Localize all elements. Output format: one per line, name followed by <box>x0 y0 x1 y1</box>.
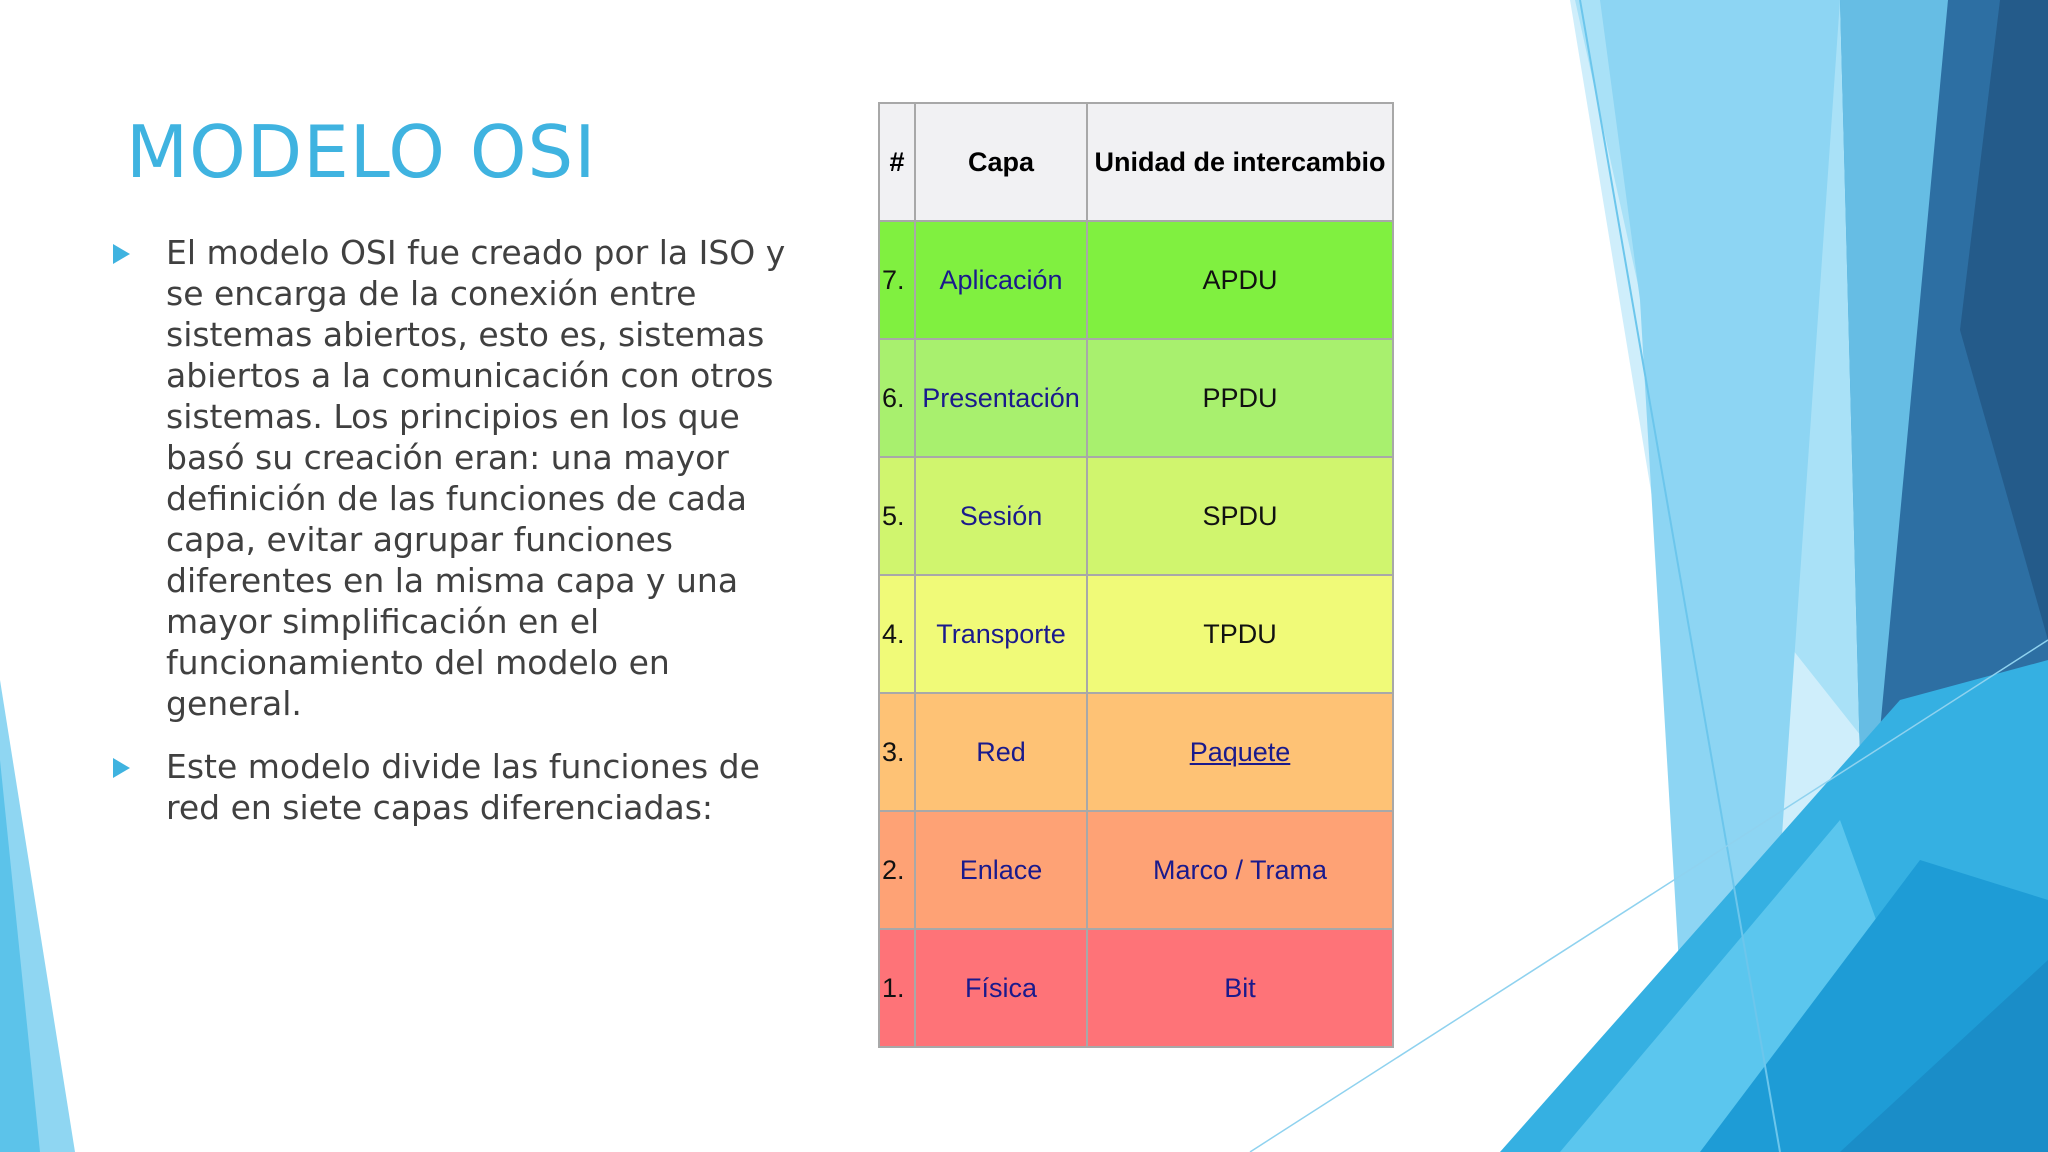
bullet-list <box>110 232 800 850</box>
layer-number: 5. <box>879 457 915 575</box>
table-row <box>879 457 1393 575</box>
layer-name[interactable]: Transporte <box>915 575 1087 693</box>
layer-unit[interactable]: Bit <box>1087 929 1393 1047</box>
header-num: # <box>879 103 915 221</box>
layer-number: 4. <box>879 575 915 693</box>
layer-unit: APDU <box>1087 221 1393 339</box>
layer-name[interactable]: Presentación <box>915 339 1087 457</box>
osi-layers-table <box>878 102 1394 1048</box>
bullet-item <box>110 746 800 828</box>
table-row <box>879 811 1393 929</box>
layer-number: 7. <box>879 221 915 339</box>
table-row <box>879 339 1393 457</box>
layer-number: 6. <box>879 339 915 457</box>
table-row <box>879 575 1393 693</box>
layer-number: 3. <box>879 693 915 811</box>
layer-unit-cell <box>1087 693 1393 811</box>
layer-name[interactable]: Sesión <box>915 457 1087 575</box>
layer-unit: PPDU <box>1087 339 1393 457</box>
layer-name[interactable]: Aplicación <box>915 221 1087 339</box>
layer-unit: SPDU <box>1087 457 1393 575</box>
layer-name[interactable]: Enlace <box>915 811 1087 929</box>
triangle-bullet-icon <box>113 244 130 264</box>
layer-unit[interactable]: Marco / Trama <box>1087 811 1393 929</box>
layer-number: 2. <box>879 811 915 929</box>
layer-name[interactable]: Red <box>915 693 1087 811</box>
layer-name[interactable]: Física <box>915 929 1087 1047</box>
table-row <box>879 221 1393 339</box>
layer-number: 1. <box>879 929 915 1047</box>
paquete-link[interactable]: Paquete <box>1189 736 1291 767</box>
table-row <box>879 693 1393 811</box>
slide-title: MODELO OSI <box>126 110 597 194</box>
table-header-row <box>879 103 1393 221</box>
triangle-bullet-icon <box>113 758 130 778</box>
header-layer: Capa <box>915 103 1087 221</box>
bullet-text: Este modelo divide las funciones de red en siete capas diferenciadas: <box>166 747 760 827</box>
layer-unit: TPDU <box>1087 575 1393 693</box>
bullet-text: El modelo OSI fue creado por la ISO y se encarga de la conexión entre sistemas abiertos, esto es, sistemas abiertos a la comunicación con otros sistemas. Los principios en los que basó su creación eran: una mayor definición de las funciones de cada capa, evitar agrupar funciones diferentes en la misma capa y una mayor simplificación en el funcionamiento del modelo en general. <box>166 233 786 723</box>
bullet-item <box>110 232 800 724</box>
header-unit: Unidad de intercambio <box>1087 103 1393 221</box>
table-row <box>879 929 1393 1047</box>
